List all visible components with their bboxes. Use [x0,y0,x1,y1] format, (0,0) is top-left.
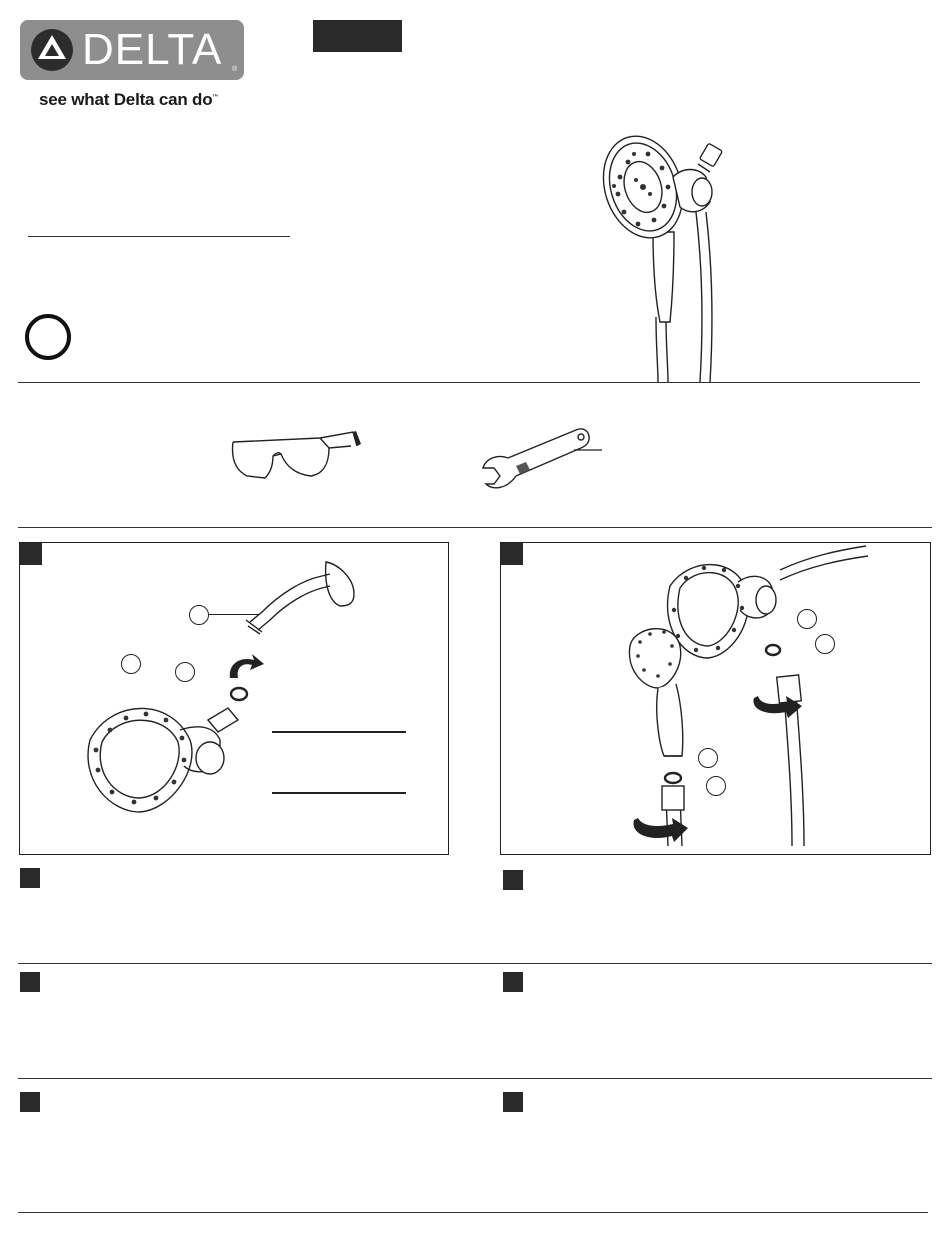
warning-circle-icon [25,314,71,360]
shower-product-illustration [598,132,758,382]
label-line [272,731,406,733]
callout-a [189,605,209,625]
step-number-block [503,972,523,992]
section-divider [18,1078,932,1079]
rotate-arrow-icon [750,692,806,720]
footer-divider [18,1212,928,1213]
step-number-block [503,1092,523,1112]
label-line [272,792,406,794]
showerhead-illustration [80,700,260,820]
title-underline [28,236,290,237]
step-number-block [20,972,40,992]
callout-e [815,634,835,654]
step-number-block [503,870,523,890]
section-divider [18,963,932,964]
washer-icon [763,642,783,658]
model-number-block [313,20,402,52]
step-number-block [20,868,40,888]
trademark-mark: ™ [212,94,219,101]
tagline-text: see what Delta can do [39,90,213,109]
step-number-block [20,1092,40,1112]
callout-f [698,748,718,768]
rotate-arrow-icon [226,652,266,682]
section-divider [18,527,932,528]
registered-mark: ® [232,66,238,73]
section-divider [18,382,920,383]
callout-b [121,654,141,674]
rotate-arrow-icon [630,812,692,842]
callout-leader [209,614,259,615]
delta-badge-icon [28,26,76,74]
safety-glasses-icon [225,428,365,488]
step-number-block [20,543,42,565]
callout-d [797,609,817,629]
callout-c [175,662,195,682]
wrench-icon [478,424,608,494]
step-number-block [501,543,523,565]
shower-arm-illustration [240,556,360,666]
callout-g [706,776,726,796]
logo-wordmark: DELTA [82,25,223,74]
tagline [39,90,218,110]
washer-icon [662,770,684,786]
